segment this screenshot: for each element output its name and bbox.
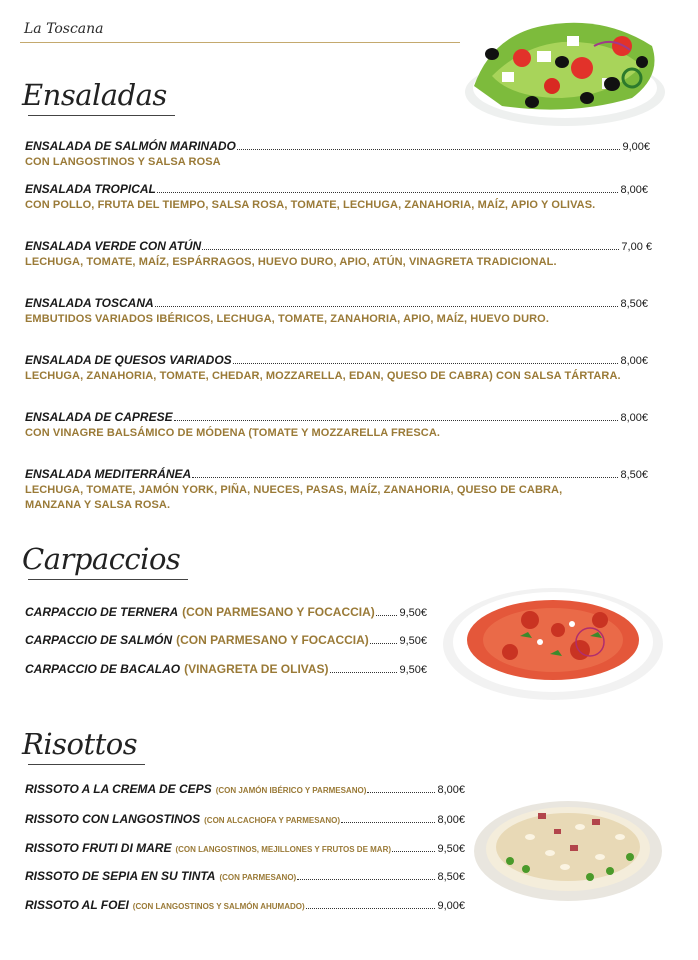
menu-item [25, 633, 427, 647]
dot-leader [392, 851, 435, 852]
menu-item-row [25, 467, 648, 481]
menu-item-description: CON LANGOSTINOS Y SALSA ROSA [25, 156, 221, 168]
menu-item-description: LECHUGA, TOMATE, JAMÓN YORK, PIÑA, NUECES, PASAS, MAÍZ, ZANAHORIA, QUESO DE CABRA, MANZANA Y SALSA ROSA. [25, 484, 563, 511]
menu-item-name: ENSALADA DE CAPRESE [25, 410, 173, 424]
dot-leader [233, 363, 619, 364]
menu-item-description: (CON PARMESANO) [219, 873, 297, 882]
menu-item-price: 8,50€ [620, 469, 648, 481]
dot-leader [330, 672, 398, 673]
dot-leader [192, 477, 618, 478]
menu-item [25, 662, 427, 676]
menu-item-description: CON VINAGRE BALSÁMICO DE MÓDENA (TOMATE Y MOZZARELLA FRESCA. [25, 427, 441, 439]
menu-item-price: 9,50€ [399, 635, 427, 647]
menu-item-row [25, 633, 427, 647]
menu-item-description: (VINAGRETA DE OLIVAS) [184, 662, 329, 676]
section-title-risottos: Risottos [22, 727, 137, 761]
menu-item-row [25, 410, 648, 424]
dot-leader [155, 306, 619, 307]
carpaccio-plate-image [440, 580, 666, 704]
menu-item-description: LECHUGA, ZANAHORIA, TOMATE, CHEDAR, MOZZARELLA, EDAN, QUESO DE CABRA) CON SALSA TÁRTARA. [25, 370, 621, 382]
menu-item-name: RISSOTO CON LANGOSTINOS [25, 812, 201, 826]
section-title-carpaccios: Carpaccios [22, 542, 180, 576]
menu-item [25, 812, 465, 826]
menu-item-price: 8,00€ [437, 784, 465, 796]
menu-item-price: 9,00€ [622, 141, 650, 153]
risotto-plate-image [470, 787, 666, 905]
menu-item-price: 9,50€ [437, 843, 465, 855]
menu-item-price: 9,00€ [437, 900, 465, 912]
menu-item-description: EMBUTIDOS VARIADOS IBÉRICOS, LECHUGA, TOMATE, ZANAHORIA, APIO, MAÍZ, HUEVO DURO. [25, 313, 549, 325]
menu-item-name: ENSALADA TROPICAL [25, 182, 156, 196]
menu-item-name: ENSALADA DE SALMÓN MARINADO [25, 139, 236, 153]
dot-leader [297, 879, 435, 880]
menu-item-row [25, 782, 465, 796]
menu-item-description: CON POLLO, FRUTA DEL TIEMPO, SALSA ROSA, TOMATE, LECHUGA, ZANAHORIA, MAÍZ, APIO Y OLIVAS. [25, 199, 596, 211]
menu-item [25, 605, 427, 619]
dot-leader [367, 792, 435, 793]
menu-item-description: (CON PARMESANO Y FOCACCIA) [182, 605, 375, 619]
dot-leader [157, 192, 619, 193]
menu-item-price: 8,00€ [620, 184, 648, 196]
menu-item-name: RISSOTO A LA CREMA DE CEPS [25, 782, 212, 796]
menu-item [25, 353, 648, 384]
brand-title: La Toscana [24, 21, 104, 37]
menu-item-description: (CON ALCACHOFA Y PARMESANO) [204, 816, 340, 825]
menu-item-description: LECHUGA, TOMATE, MAÍZ, ESPÁRRAGOS, HUEVO DURO, APIO, ATÚN, VINAGRETA TRADICIONAL. [25, 256, 557, 268]
menu-item [25, 782, 465, 796]
menu-item-row [25, 812, 465, 826]
menu-item [25, 139, 650, 170]
dot-leader [174, 420, 619, 421]
menu-item-name: CARPACCIO DE SALMÓN [25, 633, 173, 647]
dot-leader [237, 149, 621, 150]
menu-item-row [25, 841, 465, 855]
menu-item [25, 841, 465, 855]
menu-item-price: 9,50€ [399, 664, 427, 676]
menu-item-price: 8,00€ [437, 814, 465, 826]
dot-leader [370, 643, 398, 644]
menu-item-price: 8,50€ [437, 871, 465, 883]
dot-leader [306, 908, 436, 909]
menu-item-description: (CON PARMESANO Y FOCACCIA) [176, 633, 369, 647]
menu-item-row [25, 139, 650, 153]
menu-item-name: CARPACCIO DE TERNERA [25, 605, 179, 619]
menu-item-row [25, 662, 427, 676]
header-divider [20, 42, 460, 43]
dot-leader [376, 615, 398, 616]
menu-item-name: ENSALADA VERDE CON ATÚN [25, 239, 202, 253]
menu-item-row [25, 296, 648, 310]
dot-leader [202, 249, 619, 250]
menu-item [25, 869, 465, 883]
menu-item-row [25, 353, 648, 367]
menu-item-row [25, 869, 465, 883]
salad-plate-image [462, 6, 668, 130]
section-title-ensaladas: Ensaladas [22, 78, 167, 112]
menu-item-description: (CON JAMÓN IBÉRICO Y PARMESANO) [215, 786, 367, 795]
menu-item-name: CARPACCIO DE BACALAO [25, 662, 181, 676]
menu-item [25, 410, 648, 441]
menu-item-description: (CON LANGOSTINOS Y SALMÓN AHUMADO) [132, 902, 305, 911]
menu-item-price: 8,00€ [620, 412, 648, 424]
dot-leader [341, 822, 435, 823]
menu-item [25, 296, 648, 327]
menu-item-description: (CON LANGOSTINOS, MEJILLONES Y FRUTOS DE MAR) [175, 845, 392, 854]
menu-item-name: RISSOTO DE SEPIA EN SU TINTA [25, 869, 216, 883]
menu-item-name: ENSALADA TOSCANA [25, 296, 154, 310]
menu-item [25, 898, 465, 912]
menu-item [25, 182, 648, 213]
menu-item [25, 239, 652, 270]
menu-item-price: 9,50€ [399, 607, 427, 619]
menu-item-name: ENSALADA MEDITERRÁNEA [25, 467, 192, 481]
menu-item-name: ENSALADA DE QUESOS VARIADOS [25, 353, 232, 367]
menu-item-price: 8,00€ [620, 355, 648, 367]
menu-item-name: RISSOTO FRUTI DI MARE [25, 841, 172, 855]
menu-item-row [25, 898, 465, 912]
menu-item-row [25, 182, 648, 196]
menu-item-price: 7,00 € [621, 241, 652, 253]
menu-item-name: RISSOTO AL FOEI [25, 898, 129, 912]
menu-item [25, 467, 648, 513]
menu-item-row [25, 605, 427, 619]
menu-item-price: 8,50€ [620, 298, 648, 310]
menu-item-row [25, 239, 652, 253]
